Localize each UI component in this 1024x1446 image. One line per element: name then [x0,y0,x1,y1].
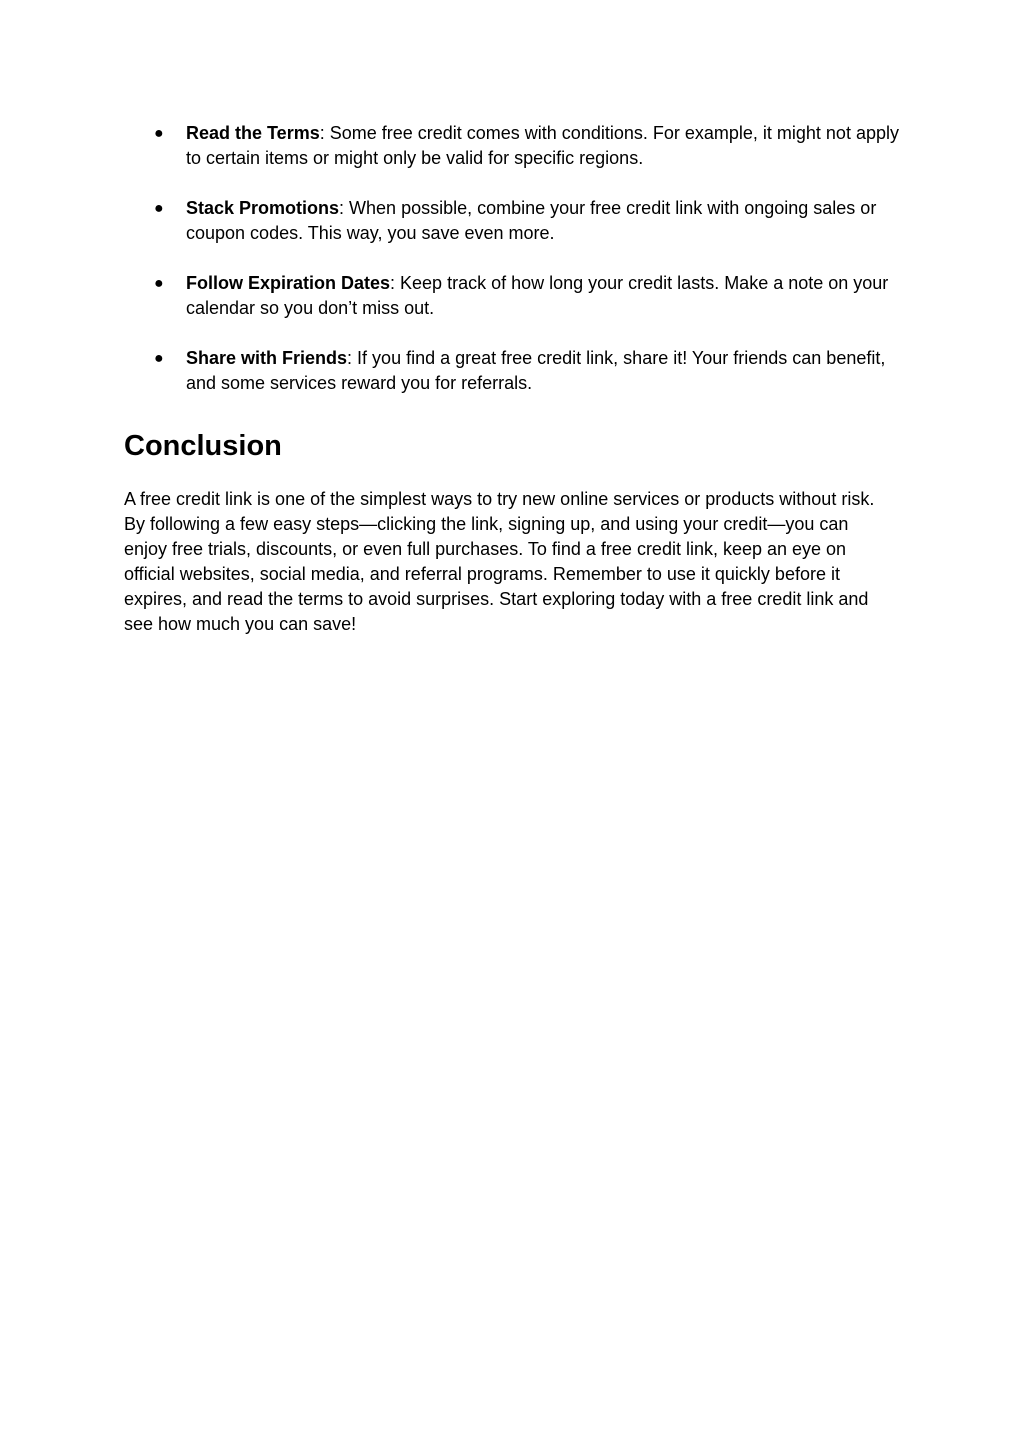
tip-text: : Keep track of how long your credit lasts. Make a note on your calendar so you don’t miss out. [186,273,889,318]
tip-text: : When possible, combine your free credit link with ongoing sales or coupon codes. This way, you save even more. [186,198,877,243]
tip-term: Read the Terms [186,123,320,143]
list-item [124,271,904,321]
bullet-icon: ● [154,125,164,142]
tips-list [124,121,904,396]
tip-term: Stack Promotions [186,198,340,218]
tip-term: Follow Expiration Dates [186,273,391,293]
section-heading: Conclusion [124,430,282,462]
tip-text: : Some free credit comes with conditions. For example, it might not apply to certain items or might only be valid for specific regions. [186,123,899,168]
bullet-icon: ● [154,350,164,367]
tip-term: Share with Friends [186,348,348,368]
bullet-icon: ● [154,200,164,217]
conclusion-paragraph: A free credit link is one of the simplest ways to try new online services or products without risk. By following a few easy steps—clicking the link, signing up, and using your credit—you can enjoy free trials, discounts, or even full purchases. To find a free credit link, keep an eye on official websites, social media, and referral programs. Remember to use it quickly before it expires, and read the terms to avoid surprises. Start exploring today with a free credit link and see how much you can save! [124,489,875,634]
bullet-icon: ● [154,275,164,292]
list-item [124,121,904,171]
list-item [124,196,904,246]
list-item [124,346,904,396]
tip-text: : If you find a great free credit link, share it! Your friends can benefit, and some services reward you for referrals. [186,348,886,393]
